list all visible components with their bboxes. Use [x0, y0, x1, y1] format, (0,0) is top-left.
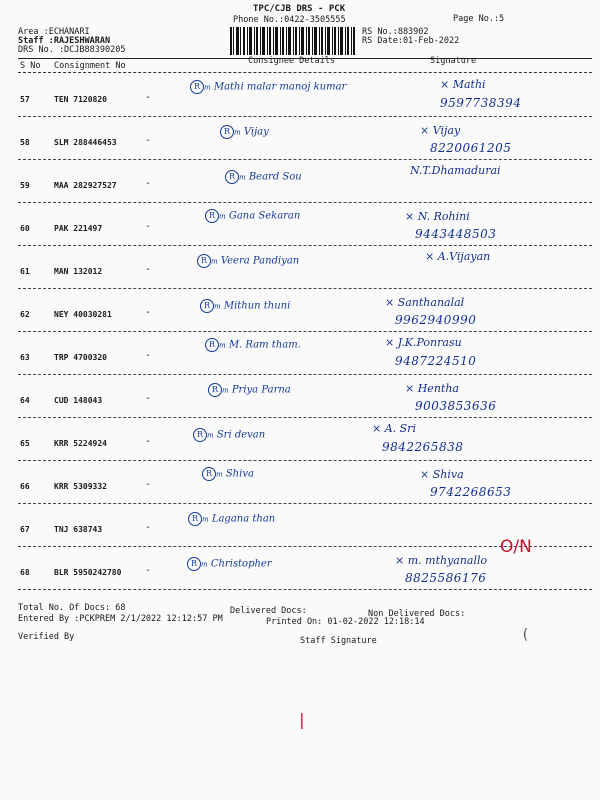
row-phone: 9962940990 [395, 313, 477, 327]
row-signature: × J.K.Ponrasu [385, 336, 462, 349]
row-phone: 9443448503 [415, 227, 497, 241]
overnight-annotation: O/N [500, 537, 532, 557]
staff-signature-label: Staff Signature [300, 636, 377, 646]
row-consignee-name: Gana Sekaran [228, 210, 301, 222]
row-phone: 9597738394 [440, 96, 522, 110]
row-dash: - [145, 565, 152, 576]
row-serial: 60 [20, 224, 30, 233]
row-consignee-handwritten: R m Lagana than [188, 512, 275, 526]
row-signature: × Vijay [420, 124, 461, 137]
row-consignee-handwritten: R m Beard Sou [225, 170, 302, 184]
row-consignee-handwritten: R m Veera Pandiyan [197, 254, 299, 268]
stray-red-mark: | [297, 710, 307, 729]
document-title: TPC/CJB DRS - PCK [253, 4, 346, 14]
row-consignee-handwritten: R m Sri devan [193, 428, 265, 442]
row-serial: 57 [20, 95, 30, 104]
table-row [18, 117, 592, 160]
row-consignee-handwritten: R m Priya Parna [208, 383, 291, 397]
non-delivered-docs: Non Delivered Docs: [368, 609, 466, 619]
stray-pencil-mark: ( [521, 627, 530, 643]
row-serial: 66 [20, 482, 30, 491]
entered-by: Entered By :PCKPREM 2/1/2022 12:12:57 PM [18, 614, 223, 624]
receiver-mark-icon: R [205, 338, 219, 352]
row-serial: 67 [20, 525, 30, 534]
table-row [18, 203, 592, 246]
receiver-mark-icon: R [225, 170, 239, 184]
table-row [18, 74, 592, 117]
row-consignment-no: MAN 132012 [54, 267, 103, 276]
row-dash: - [145, 92, 152, 103]
row-signature: × A. Sri [372, 422, 416, 435]
barcode [230, 27, 355, 55]
table-row [18, 332, 592, 375]
row-dash: - [145, 178, 152, 189]
row-consignment-no: CUD 148043 [54, 396, 103, 405]
row-serial: 58 [20, 138, 30, 147]
row-signature: × Shiva [420, 468, 464, 481]
receiver-mark-icon: R [193, 428, 207, 442]
row-phone: 9842265838 [382, 440, 464, 454]
row-consignee-name: Vijay [243, 126, 269, 138]
row-consignee-handwritten: R m Gana Sekaran [205, 209, 300, 223]
table-header [18, 58, 592, 73]
receiver-mark-icon: R [200, 299, 214, 313]
row-consignee-name: Beard Sou [248, 171, 302, 183]
receiver-mark-icon: R [220, 125, 234, 139]
printed-on: Printed On: 01-02-2022 12:18:14 [266, 617, 425, 627]
table-row [18, 246, 592, 289]
row-consignee-name: Priya Parna [231, 384, 291, 396]
row-consignee-name: Sri devan [216, 429, 266, 441]
area-label: Area :ECHANARI [18, 27, 90, 37]
col-consignee: Consignee Details [248, 56, 335, 66]
row-signature: × Santhanalal [385, 296, 465, 309]
row-consignment-no: MAA 282927527 [54, 181, 117, 190]
row-serial: 63 [20, 353, 30, 362]
row-consignee-name: Shiva [225, 468, 254, 480]
row-consignment-no: KRR 5309332 [54, 482, 107, 491]
row-phone: 8825586176 [405, 571, 487, 585]
row-dash: - [145, 221, 152, 232]
col-signature: Signature [430, 56, 477, 66]
delivered-docs: Delivered Docs: [230, 606, 307, 616]
row-signature: × N. Rohini [405, 210, 470, 223]
table-row [18, 418, 592, 461]
receiver-mark-icon: R [190, 80, 204, 94]
row-consignment-no: SLM 288446453 [54, 138, 117, 147]
row-consignee-name: Mathi malar manoj kumar [213, 81, 347, 93]
table-row [18, 289, 592, 332]
staff-label: Staff :RAJESHWARAN [18, 36, 111, 46]
row-consignee-handwritten: R m Mathi malar manoj kumar [190, 80, 346, 94]
table-row [18, 375, 592, 418]
row-dash: - [145, 350, 152, 361]
row-consignee-handwritten: R m Vijay [220, 125, 269, 139]
col-consignment: Consignment No [54, 61, 126, 71]
receiver-mark-icon: R [187, 557, 201, 571]
row-dash: - [145, 135, 152, 146]
row-consignment-no: TRP 4700320 [54, 353, 107, 362]
row-consignee-name: M. Ram tham. [228, 339, 301, 351]
row-serial: 61 [20, 267, 30, 276]
row-dash: - [145, 522, 152, 533]
row-consignment-no: KRR 5224924 [54, 439, 107, 448]
row-signature: × Hentha [405, 382, 459, 395]
receiver-mark-icon: R [208, 383, 222, 397]
row-consignment-no: PAK 221497 [54, 224, 103, 233]
row-signature: × m. mthyanallo [395, 554, 488, 567]
row-dash: - [145, 264, 152, 275]
phone-number: Phone No.:0422-3505555 [233, 15, 346, 25]
row-consignment-no: TEN 7120820 [54, 95, 107, 104]
row-consignee-handwritten: R m Christopher [187, 557, 272, 571]
table-row [18, 160, 592, 203]
drs-number: DRS No. :DCJB88390205 [18, 45, 126, 55]
row-serial: 68 [20, 568, 30, 577]
row-consignee-handwritten: R m Mithun thuni [200, 299, 290, 313]
row-dash: - [145, 393, 152, 404]
row-consignee-name: Mithun thuni [223, 300, 291, 312]
verified-by: Verified By [18, 632, 75, 642]
row-phone: 9742268653 [430, 485, 512, 499]
receiver-mark-icon: R [197, 254, 211, 268]
receiver-mark-icon: R [202, 467, 216, 481]
row-consignee-name: Christopher [210, 558, 272, 570]
total-docs: Total No. Of Docs: 68 [18, 603, 126, 613]
table-row [18, 461, 592, 504]
row-consignment-no: TNJ 638743 [54, 525, 103, 534]
col-s-no: S No [20, 61, 41, 71]
row-consignee-name: Lagana than [211, 513, 276, 525]
receiver-mark-icon: R [205, 209, 219, 223]
row-phone: 8220061205 [430, 141, 512, 155]
row-signature: N.T.Dhamadurai [410, 164, 501, 177]
row-consignee-handwritten: R m Shiva [202, 467, 254, 481]
row-consignee-name: Veera Pandiyan [220, 255, 300, 267]
row-consignment-no: NEY 40030281 [54, 310, 112, 319]
row-serial: 64 [20, 396, 30, 405]
rs-date: RS Date:01-Feb-2022 [362, 36, 460, 46]
page-number: Page No.:5 [453, 14, 505, 24]
row-serial: 62 [20, 310, 30, 319]
row-phone: 9003853636 [415, 399, 497, 413]
row-signature: × Mathi [440, 78, 486, 91]
row-phone: 9487224510 [395, 354, 477, 368]
row-dash: - [145, 307, 152, 318]
row-consignee-handwritten: R m M. Ram tham. [205, 338, 301, 352]
row-serial: 59 [20, 181, 30, 190]
row-signature: × A.Vijayan [425, 250, 491, 263]
receiver-mark-icon: R [188, 512, 202, 526]
row-consignment-no: BLR 5950242780 [54, 568, 122, 577]
rs-number: RS No.:883902 [362, 27, 429, 37]
row-serial: 65 [20, 439, 30, 448]
row-dash: - [145, 479, 152, 490]
row-dash: - [145, 436, 152, 447]
